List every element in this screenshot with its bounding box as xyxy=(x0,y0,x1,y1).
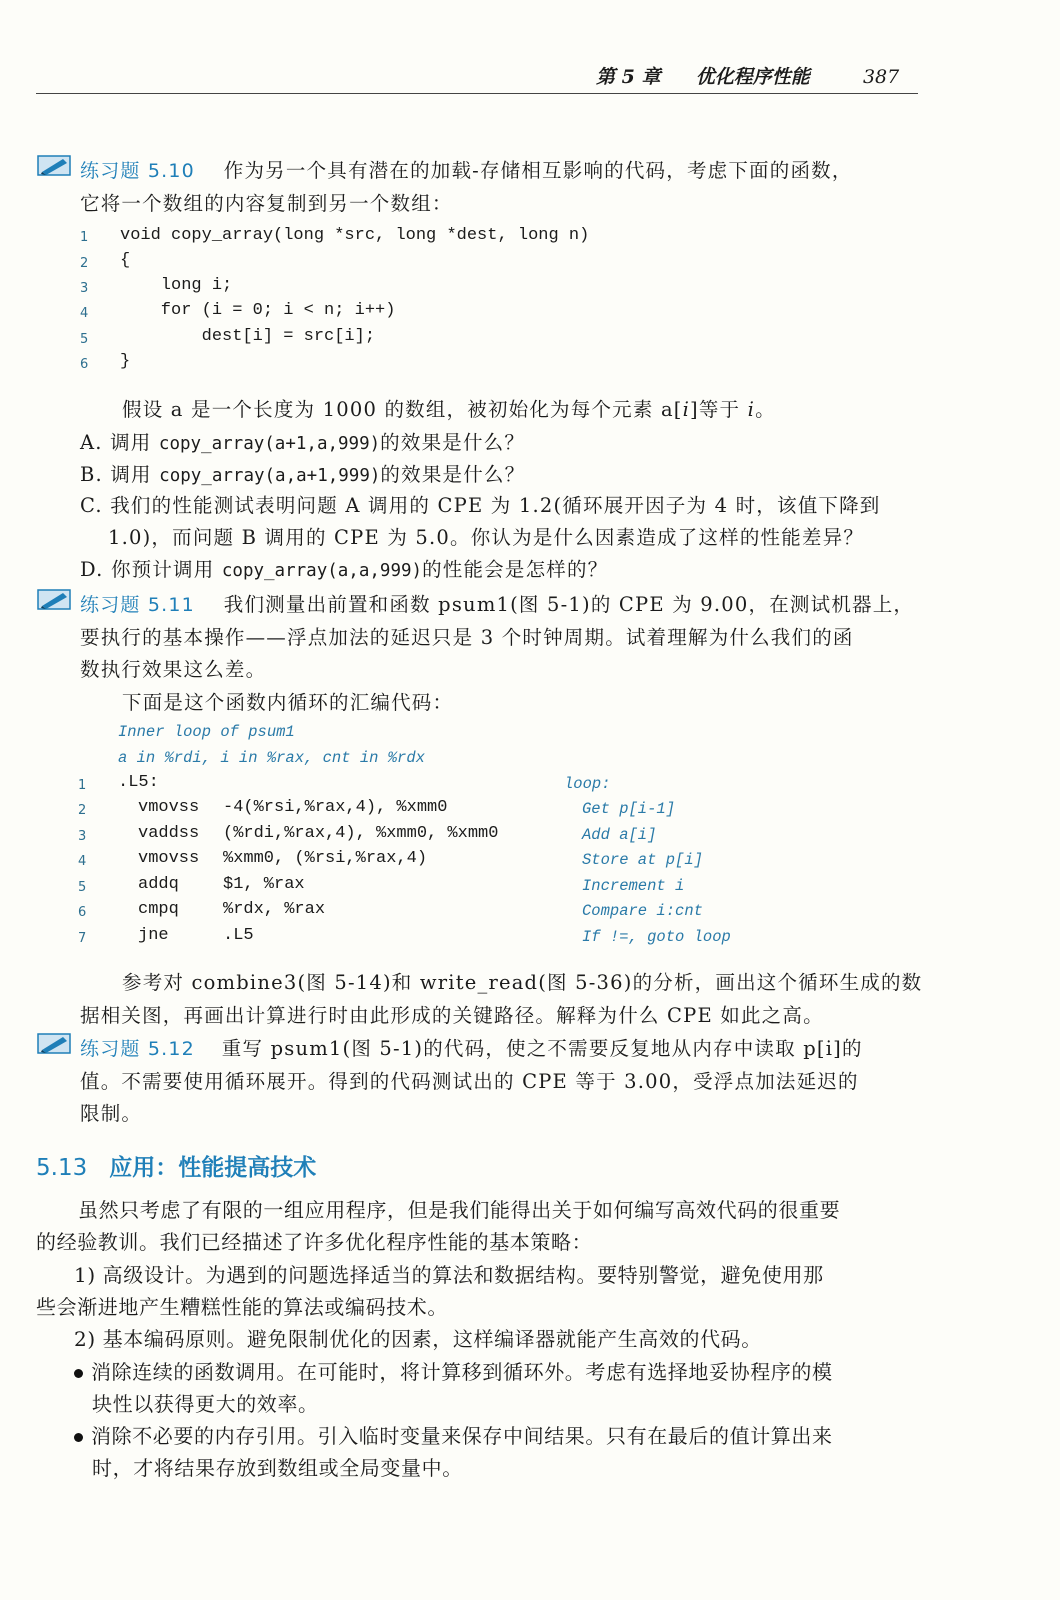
section-number: 5.13 xyxy=(36,1155,88,1181)
question-text: 的性能会是怎样的？ xyxy=(422,558,609,581)
exercise-5-11-label: 练习题 5.11 xyxy=(80,594,195,616)
exercise-5-10-label: 练习题 5.10 xyxy=(80,160,195,182)
assumption-index: i xyxy=(747,398,756,421)
question-text: 你预计调用 xyxy=(110,558,215,581)
exercise-5-10-line1 xyxy=(80,155,853,183)
asm-args: %rdx, %rax xyxy=(223,900,326,919)
line-number: 1 xyxy=(78,778,87,793)
line-number: 6 xyxy=(78,905,87,920)
question-b xyxy=(80,459,525,487)
exercise-5-11-text2: 要执行的基本操作——浮点加法的延迟只是 3 个时钟周期。试着理解为什么我们的函 xyxy=(80,626,854,649)
bullet-text: 消除连续的函数调用。在可能时，将计算移到循环外。考虑有选择地妥协程序的模 xyxy=(91,1360,833,1384)
body-para1-line2: 的经验教训。我们已经描述了许多优化程序性能的基本策略： xyxy=(36,1230,593,1254)
line-number: 2 xyxy=(78,803,87,818)
exercise-5-12-line1 xyxy=(80,1033,863,1061)
question-label: A. xyxy=(80,431,103,454)
asm-line-comment: Compare i:cnt xyxy=(582,902,703,920)
exercise-5-10-text2: 它将一个数组的内容复制到另一个数组： xyxy=(80,192,453,215)
exercise-5-12-text2: 值。不需要使用循环展开。得到的代码测试出的 CPE 等于 3.00，受浮点加法延迟的 xyxy=(80,1070,859,1093)
exercise-5-11-text3: 数执行效果这么差。 xyxy=(80,658,267,681)
assumption-part: 假设 a 是一个长度为 1000 的数组，被初始化为每个元素 a[ xyxy=(122,398,683,421)
section-heading xyxy=(36,1149,316,1182)
asm-op: addq xyxy=(138,875,179,894)
line-number: 6 xyxy=(80,357,89,372)
line-number: 3 xyxy=(80,281,89,296)
section-title: 应用：性能提高技术 xyxy=(109,1155,317,1181)
question-text: 调用 xyxy=(110,431,152,454)
line-number: 4 xyxy=(78,854,87,869)
line-number: 1 xyxy=(80,230,89,245)
exercise-5-11-text5: 参考对 combine3(图 5-14)和 write_read(图 5-36)的分析，画出这个循环生成的数 xyxy=(122,971,923,994)
exercise-5-10-text1: 作为另一个具有潜在的加载-存储相互影响的代码，考虑下面的函数， xyxy=(223,159,853,182)
body-para3-line1: 2) 基本编码原则。避免限制优化的因素，这样编译器就能产生高效的代码。 xyxy=(74,1327,762,1351)
asm-line-comment: Add a[i] xyxy=(582,826,657,844)
code-line: { xyxy=(120,251,131,270)
running-header xyxy=(596,62,899,89)
question-text: 调用 xyxy=(110,463,152,486)
question-c-line2: 1.0)，而问题 B 调用的 CPE 为 5.0。你认为是什么因素造成了这样的性能差异？ xyxy=(108,526,865,549)
assumption-index: i xyxy=(682,398,691,421)
code-line: for (i = 0; i < n; i++) xyxy=(120,301,396,320)
bullet-dot xyxy=(74,1433,83,1442)
question-text: 我们的性能测试表明问题 A 调用的 CPE 为 1.2(循环展开因子为 4 时，该值下降到 xyxy=(110,494,881,517)
code-line: void copy_array(long *src, long *dest, long n) xyxy=(120,226,590,245)
body-para2-line2: 些会渐进地产生糟糕性能的算法或编码技术。 xyxy=(36,1295,448,1319)
assumption-part: 。 xyxy=(755,398,776,421)
question-label: C. xyxy=(80,494,103,517)
line-number: 2 xyxy=(80,256,89,271)
asm-args: .L5 xyxy=(223,926,254,945)
bullet-dot xyxy=(74,1369,83,1378)
question-code: copy_array(a,a,999) xyxy=(221,561,423,581)
exercise-5-12-text3: 限制。 xyxy=(80,1102,143,1125)
asm-op: vmovss xyxy=(138,798,200,817)
code-line: dest[i] = src[i]; xyxy=(120,327,376,346)
exercise-5-11-text6: 据相关图，再画出计算进行时由此形成的关键路径。解释为什么 CPE 如此之高。 xyxy=(80,1004,824,1027)
exercise-pencil-icon xyxy=(37,1031,71,1055)
bullet-item xyxy=(74,1420,833,1449)
line-number: 7 xyxy=(78,931,87,946)
exercise-5-11-line1 xyxy=(80,589,914,617)
asm-line-comment: If !=, goto loop xyxy=(582,928,731,946)
exercise-5-11-text1: 我们测量出前置和函数 psum1(图 5-1)的 CPE 为 9.00，在测试机器上， xyxy=(223,593,915,616)
question-code: copy_array(a+1,a,999) xyxy=(158,434,381,454)
body-para2-line1: 1) 高级设计。为遇到的问题选择适当的算法和数据结构。要特别警觉，避免使用那 xyxy=(74,1263,824,1287)
line-number: 5 xyxy=(78,880,87,895)
asm-comment: Inner loop of psum1 xyxy=(118,723,295,741)
asm-line-comment: loop: xyxy=(564,775,611,793)
asm-args: %xmm0, (%rsi,%rax,4) xyxy=(223,849,428,868)
asm-op: jne xyxy=(138,926,169,945)
header-rule xyxy=(36,93,918,94)
bullet-text-continued: 时，才将结果存放到数组或全局变量中。 xyxy=(92,1456,463,1480)
line-number: 3 xyxy=(78,829,87,844)
question-a xyxy=(80,427,525,455)
asm-op: vmovss xyxy=(138,849,200,868)
exercise-5-11-text4: 下面是这个函数内循环的汇编代码： xyxy=(122,691,454,714)
code-line: } xyxy=(120,352,131,371)
question-d xyxy=(80,554,608,582)
asm-args: (%rdi,%rax,4), %xmm0, %xmm0 xyxy=(223,824,499,843)
assumption-text xyxy=(122,394,776,422)
question-label: B. xyxy=(80,463,103,486)
asm-op: .L5: xyxy=(118,773,159,792)
question-text: 的效果是什么？ xyxy=(380,431,526,454)
bullet-text: 消除不必要的内存引用。引入临时变量来保存中间结果。只有在最后的值计算出来 xyxy=(91,1424,833,1448)
code-line: long i; xyxy=(120,276,233,295)
asm-line-comment: Increment i xyxy=(582,877,685,895)
bullet-item xyxy=(74,1356,833,1385)
question-code: copy_array(a,a+1,999) xyxy=(159,466,381,486)
asm-args: $1, %rax xyxy=(223,875,305,894)
exercise-5-12-text1: 重写 psum1(图 5-1)的代码，使之不需要反复地从内存中读取 p[i]的 xyxy=(221,1037,863,1060)
asm-comment: a in %rdi, i in %rax, cnt in %rdx xyxy=(118,749,425,767)
question-c-line1 xyxy=(80,490,881,518)
chapter-number: 第 5 章 xyxy=(596,66,661,88)
exercise-pencil-icon xyxy=(37,153,71,177)
exercise-pencil-icon xyxy=(37,587,71,611)
bullet-text-continued: 块性以获得更大的效率。 xyxy=(92,1392,319,1416)
question-label: D. xyxy=(80,558,104,581)
asm-line-comment: Get p[i-1] xyxy=(582,800,676,818)
asm-args: -4(%rsi,%rax,4), %xmm0 xyxy=(223,798,448,817)
question-text: 的效果是什么？ xyxy=(380,463,526,486)
asm-line-comment: Store at p[i] xyxy=(582,851,703,869)
page-number: 387 xyxy=(862,66,900,88)
body-para1-line1: 虽然只考虑了有限的一组应用程序，但是我们能得出关于如何编写高效代码的很重要 xyxy=(78,1198,841,1222)
chapter-title: 优化程序性能 xyxy=(695,66,810,88)
exercise-5-12-label: 练习题 5.12 xyxy=(80,1038,195,1060)
line-number: 5 xyxy=(80,332,89,347)
line-number: 4 xyxy=(80,306,89,321)
asm-op: vaddss xyxy=(138,824,200,843)
assumption-part: ]等于 xyxy=(690,398,741,421)
asm-op: cmpq xyxy=(138,900,179,919)
